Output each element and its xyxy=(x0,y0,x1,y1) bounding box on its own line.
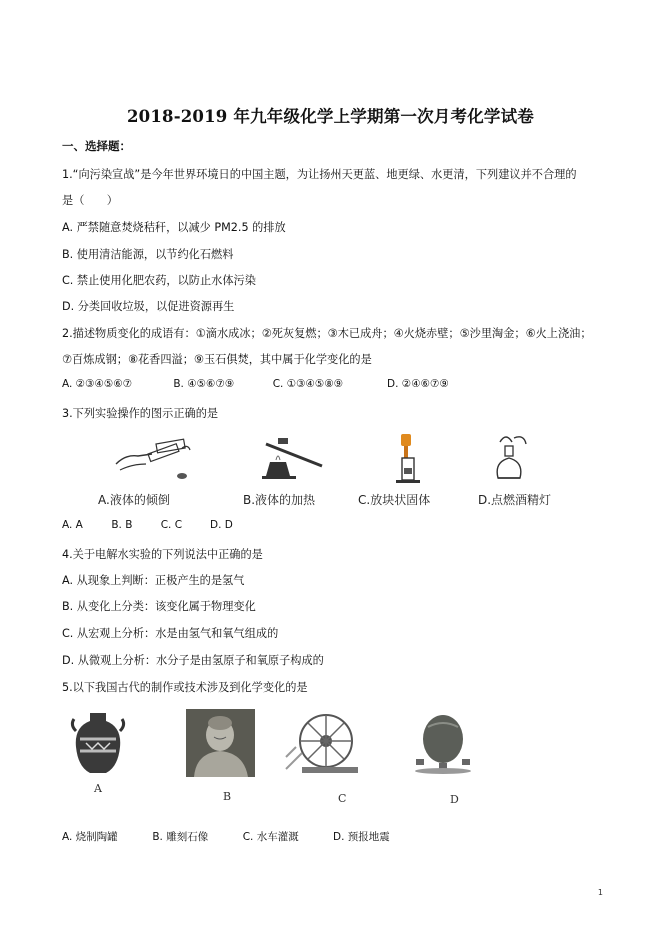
page-number: 1 xyxy=(597,888,603,897)
q5-photo-label-d: D xyxy=(450,793,459,806)
q1-option-a: A. 严禁随意焚烧秸秆，以减少 PM2.5 的排放 xyxy=(62,221,286,234)
q4-stem: 4.关于电解水实验的下列说法中正确的是 xyxy=(62,548,263,561)
q4-option-c: C. 从宏观上分析：水是由氢气和氧气组成的 xyxy=(62,627,279,640)
q5-photo-label-a: A xyxy=(94,782,102,795)
pouring-liquid-figure xyxy=(112,434,194,484)
q2-option-c: C. ①③④⑤⑧⑨ xyxy=(272,378,344,390)
q5-option-d: D. 预报地震 xyxy=(333,831,390,843)
q5-photo-label-b: B xyxy=(223,790,232,803)
q5-photo-label-c: C xyxy=(338,792,347,805)
q3-caption-b: B.液体的加热 xyxy=(243,493,316,507)
alcohol-lamp-figure xyxy=(488,432,534,484)
q5-option-c: C. 水车灌溉 xyxy=(242,831,299,843)
q4-option-b: B. 从变化上分类：该变化属于物理变化 xyxy=(62,600,256,613)
q3-option-c: C. C xyxy=(160,519,183,531)
q2-options xyxy=(62,378,449,390)
q5-option-a: A. 烧制陶罐 xyxy=(62,831,118,843)
q4-option-a: A. 从现象上判断：正极产生的是氢气 xyxy=(62,574,245,587)
q1-stem-line2: 是（ ） xyxy=(62,194,118,207)
q2-option-b: B. ④⑤⑥⑦⑨ xyxy=(173,378,235,390)
q1-stem-line1: 1.“向污染宣战”是今年世界环境日的中国主题，为让扬州天更蓝、地更绿、水更清，下列建议并不合理的 xyxy=(62,168,577,181)
q5-stem: 5.以下我国古代的制作或技术涉及到化学变化的是 xyxy=(62,681,308,694)
q2-stem-line1: 2.描述物质变化的成语有：①滴水成冰；②死灰复燃；③木已成舟；④火烧赤壁；⑤沙里淘金；⑥火上浇油； xyxy=(62,327,592,340)
heating-liquid-figure xyxy=(256,432,330,482)
q3-caption-d: D.点燃酒精灯 xyxy=(478,493,552,507)
section-heading: 一、选择题： xyxy=(62,139,131,153)
q3-stem: 3.下列实验操作的图示正确的是 xyxy=(62,407,219,420)
water-wheel-image xyxy=(282,709,366,777)
q3-caption-a: A.液体的倾倒 xyxy=(98,493,170,507)
q1-option-b: B. 使用清洁能源，以节约化石燃料 xyxy=(62,248,234,261)
placing-solid-figure xyxy=(392,432,426,486)
q5-option-b: B. 雕刻石像 xyxy=(152,831,209,843)
q2-option-a: A. ②③④⑤⑥⑦ xyxy=(62,378,133,390)
q2-option-d: D. ②④⑥⑦⑨ xyxy=(387,378,449,390)
q5-options xyxy=(62,829,390,844)
q1-option-d: D. 分类回收垃圾，以促进资源再生 xyxy=(62,300,235,313)
q2-stem-line2: ⑦百炼成钢；⑧花香四溢；⑨玉石俱焚，其中属于化学变化的是 xyxy=(62,353,372,366)
q3-option-a: A. A xyxy=(62,519,83,531)
q3-caption-c: C.放块状固体 xyxy=(358,493,431,507)
q3-options xyxy=(62,519,233,531)
q3-option-d: D. D xyxy=(210,519,233,531)
seismograph-image xyxy=(410,709,476,775)
stone-statue-image xyxy=(186,709,255,777)
q4-option-d: D. 从微观上分析：水分子是由氢原子和氧原子构成的 xyxy=(62,654,324,667)
page-title: 2018-2019 年九年级化学上学期第一次月考化学试卷 xyxy=(126,107,535,126)
pottery-jar-image xyxy=(70,711,126,775)
q3-option-b: B. B xyxy=(111,519,133,531)
q1-option-c: C. 禁止使用化肥农药，以防止水体污染 xyxy=(62,274,256,287)
